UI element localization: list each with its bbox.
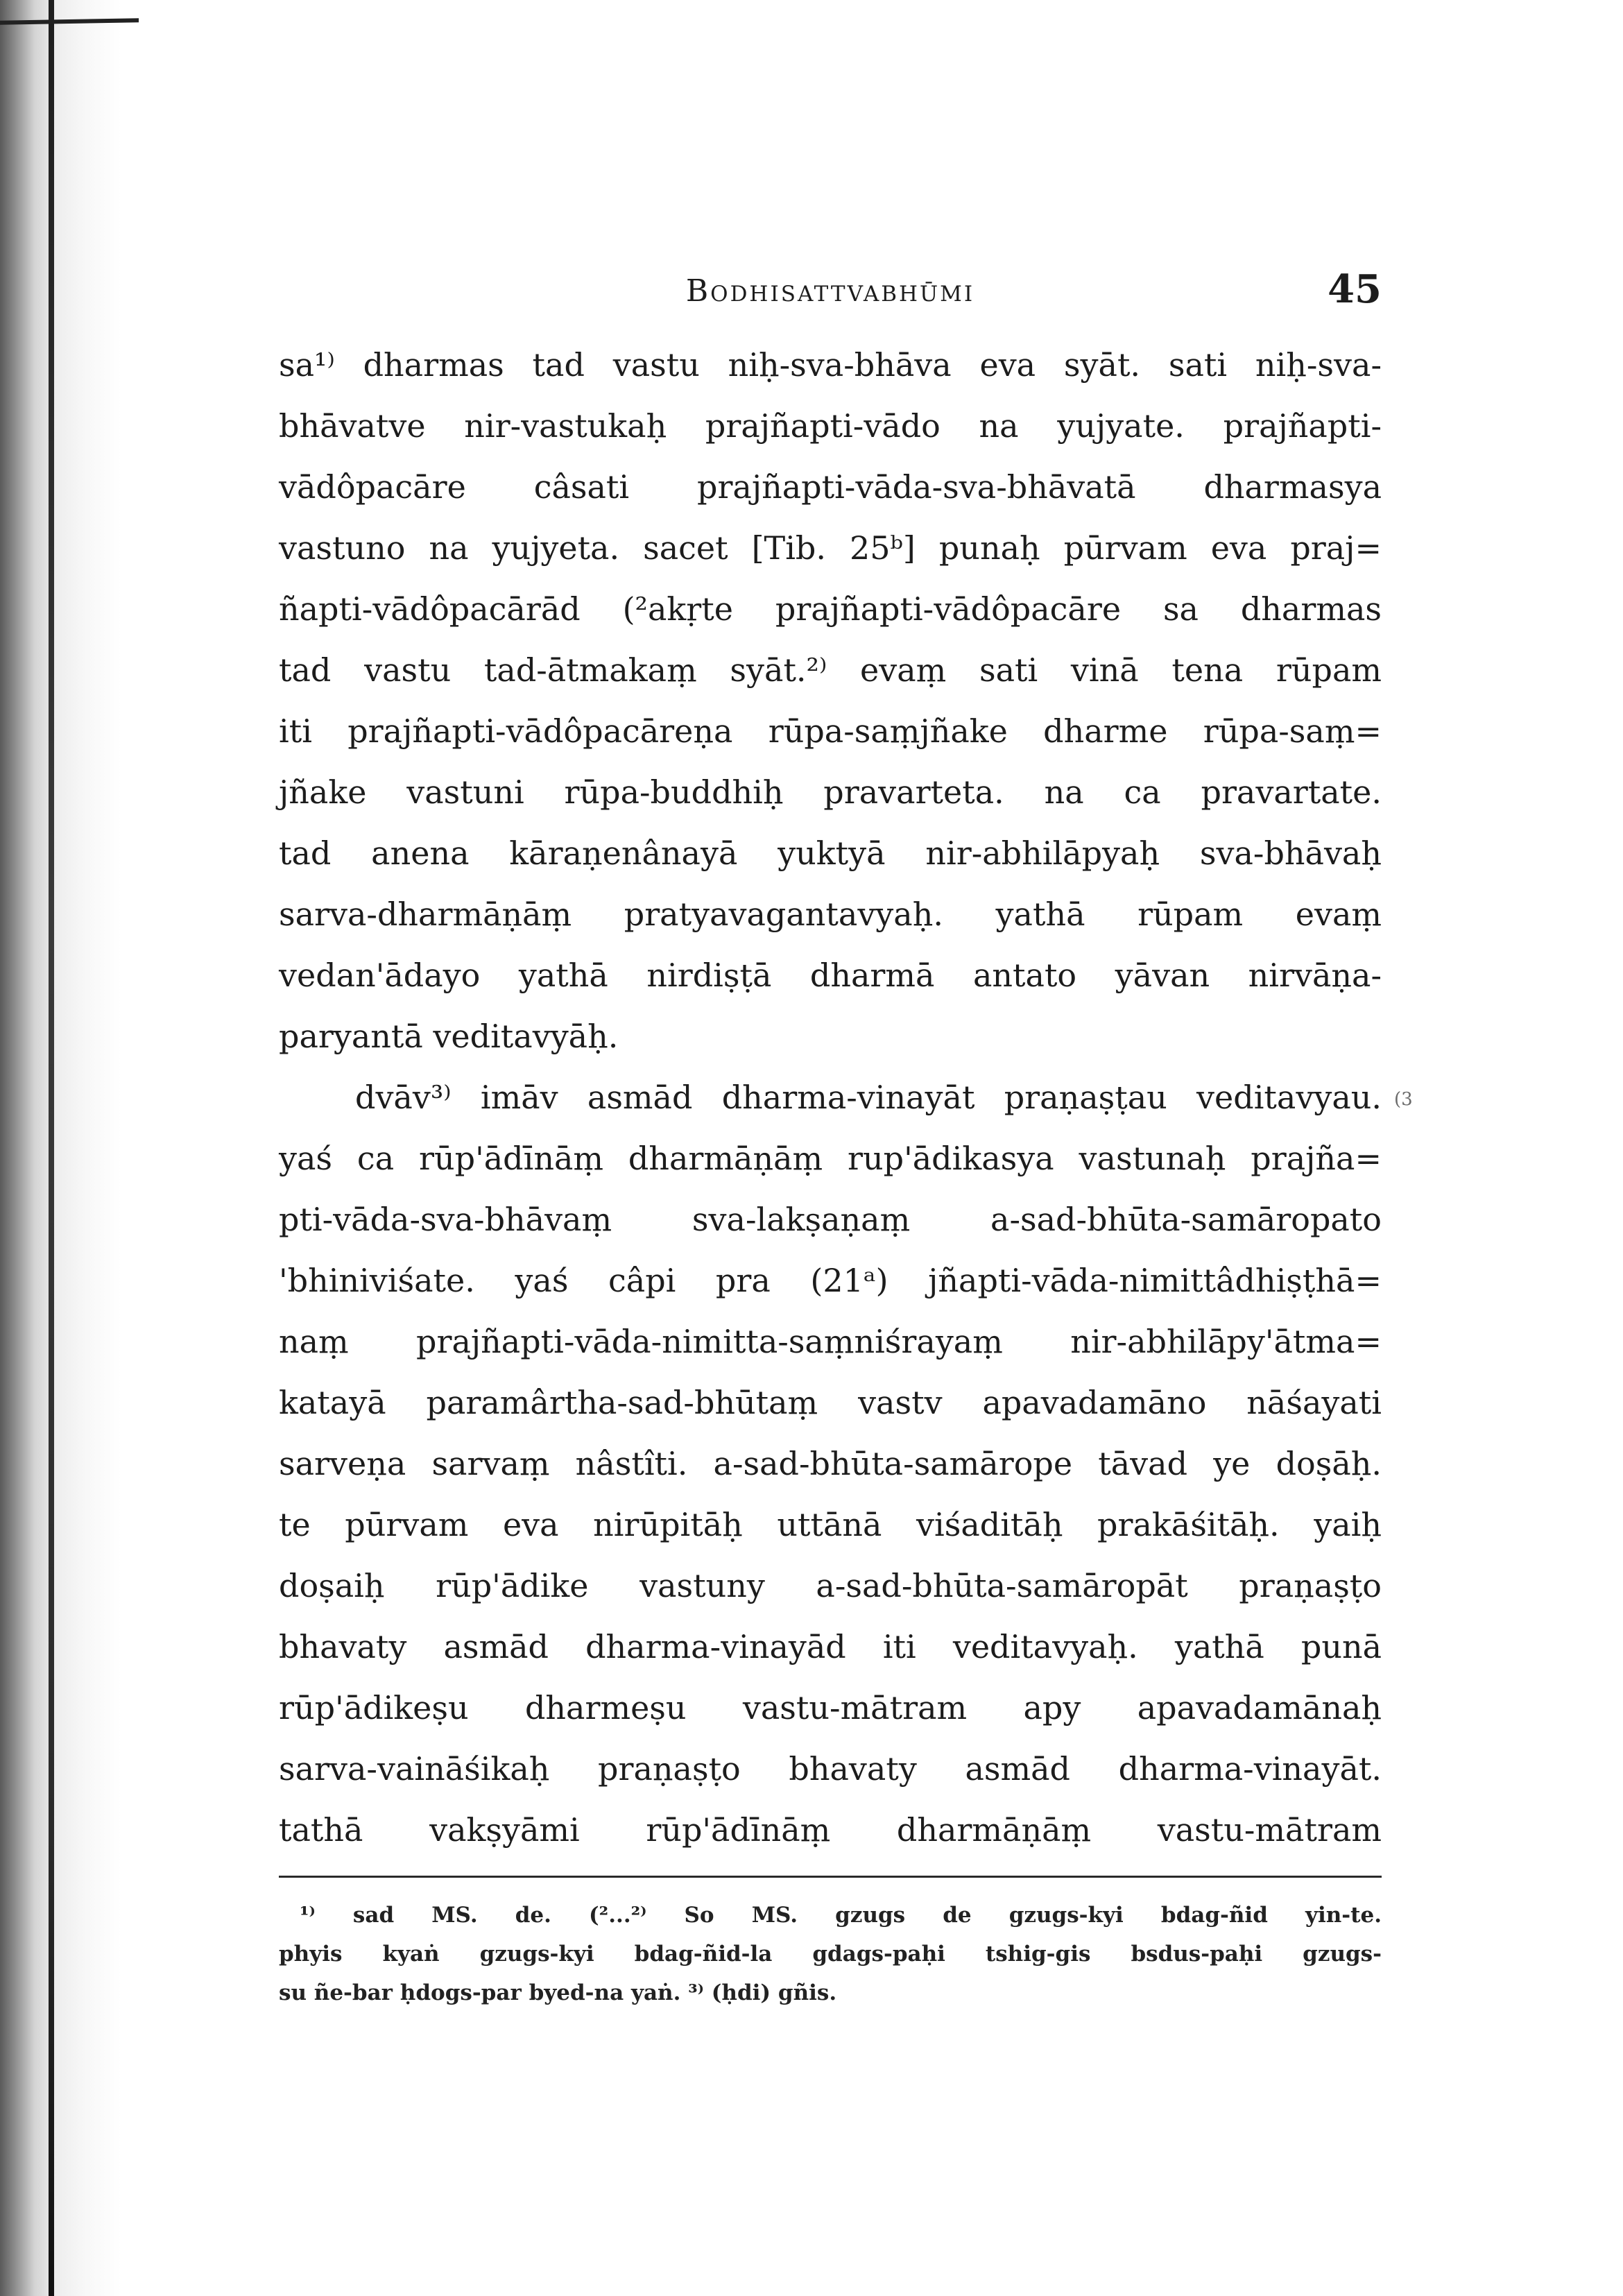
text-line: iti prajñapti-vādôpacāreṇa rūpa-saṃjñake dharme rūpa-saṃ= (279, 712, 1382, 750)
text-line: vedan'ādayo yathā nirdiṣṭā dharmā antato yāvan nirvāṇa- (279, 957, 1382, 994)
text-line: bhavaty asmād dharma-vinayād iti veditavyaḥ. yathā punā (279, 1628, 1382, 1665)
text-line: te pūrvam eva nirūpitāḥ uttānā viśaditāḥ prakāśitāḥ. yaiḥ (279, 1506, 1382, 1543)
footnote-line: ¹⁾ sad MS. de. (²...²⁾ So MS. gzugs de gzugs-kyi bdag-ñid yin-te. (300, 1903, 1382, 1928)
text-line: naṃ prajñapti-vāda-nimitta-saṃniśrayaṃ nir-abhilāpy'ātma= (279, 1323, 1382, 1360)
text-line: ñapti-vādôpacārād (²akṛte prajñapti-vādôpacāre sa dharmas (279, 590, 1382, 628)
footnote-line: su ñe-bar ḥdogs-par byed-na yaṅ. ³⁾ (ḥdi) gñis. (279, 1980, 837, 2005)
text-line: tad vastu tad-ātmakaṃ syāt.²⁾ evaṃ sati vinā tena rūpam (279, 651, 1382, 689)
book-spine-shadow (0, 0, 121, 2296)
text-line: sa¹⁾ dharmas tad vastu niḥ-sva-bhāva eva syāt. sati niḥ-sva- (279, 346, 1382, 384)
text-line: sarveṇa sarvaṃ nâstîti. a-sad-bhūta-samārope tāvad ye doṣāḥ. (279, 1445, 1382, 1482)
text-line: bhāvatve nir-vastukaḥ prajñapti-vādo na yujyate. prajñapti- (279, 407, 1382, 445)
text-line: vādôpacāre câsati prajñapti-vāda-sva-bhāvatā dharmasya (279, 468, 1382, 506)
body-text (279, 334, 1382, 1860)
text-line: jñake vastuni rūpa-buddhiḥ pravarteta. na ca pravartate. (279, 773, 1382, 811)
paragraph-end-line: paryantā veditavyāḥ. (279, 1018, 619, 1055)
text-line: pti-vāda-sva-bhāvaṃ sva-lakṣaṇaṃ a-sad-bhūta-samāropato (279, 1201, 1382, 1238)
footnotes (279, 1896, 1382, 2012)
paragraph-start-line: dvāv³⁾ imāv asmād dharma-vinayāt praṇaṣṭau veditavyau. (355, 1079, 1382, 1116)
margin-note: (3 (1394, 1089, 1413, 1110)
footnote-rule (279, 1876, 1382, 1878)
page-number: 45 (1328, 266, 1382, 312)
text-line: 'bhiniviśate. yaś câpi pra (21ᵃ) jñapti-vāda-nimittâdhiṣṭhā= (279, 1262, 1382, 1299)
running-title: Bodhisattvabhūmi (685, 273, 975, 309)
text-line: katayā paramârtha-sad-bhūtaṃ vastv apavadamāno nāśayati (279, 1384, 1382, 1421)
book-page (279, 264, 1382, 2012)
footnote-line: phyis kyaṅ gzugs-kyi bdag-ñid-la gdags-paḥi tshig-gis bsdus-paḥi gzugs- (279, 1942, 1382, 1967)
text-line: doṣaiḥ rūp'ādike vastuny a-sad-bhūta-samāropāt praṇaṣṭo (279, 1567, 1382, 1604)
text-line: rūp'ādikeṣu dharmeṣu vastu-mātram apy apavadamānaḥ (279, 1689, 1382, 1727)
text-line: yaś ca rūp'ādīnāṃ dharmāṇāṃ rup'ādikasya vastunaḥ prajña= (279, 1140, 1382, 1177)
text-line: sarva-vaināśikaḥ praṇaṣṭo bhavaty asmād dharma-vinayāt. (279, 1750, 1382, 1788)
book-gutter-line (49, 0, 54, 2296)
running-head (279, 264, 1382, 319)
text-line: vastuno na yujyeta. sacet [Tib. 25ᵇ] punaḥ pūrvam eva praj= (279, 529, 1382, 567)
text-line: tad anena kāraṇenânayā yuktyā nir-abhilāpyaḥ sva-bhāvaḥ (279, 834, 1382, 872)
text-line: tathā vakṣyāmi rūp'ādīnāṃ dharmāṇāṃ vastu-mātram (279, 1811, 1382, 1849)
text-line: sarva-dharmāṇāṃ pratyavagantavyaḥ. yathā rūpam evaṃ (279, 896, 1382, 933)
